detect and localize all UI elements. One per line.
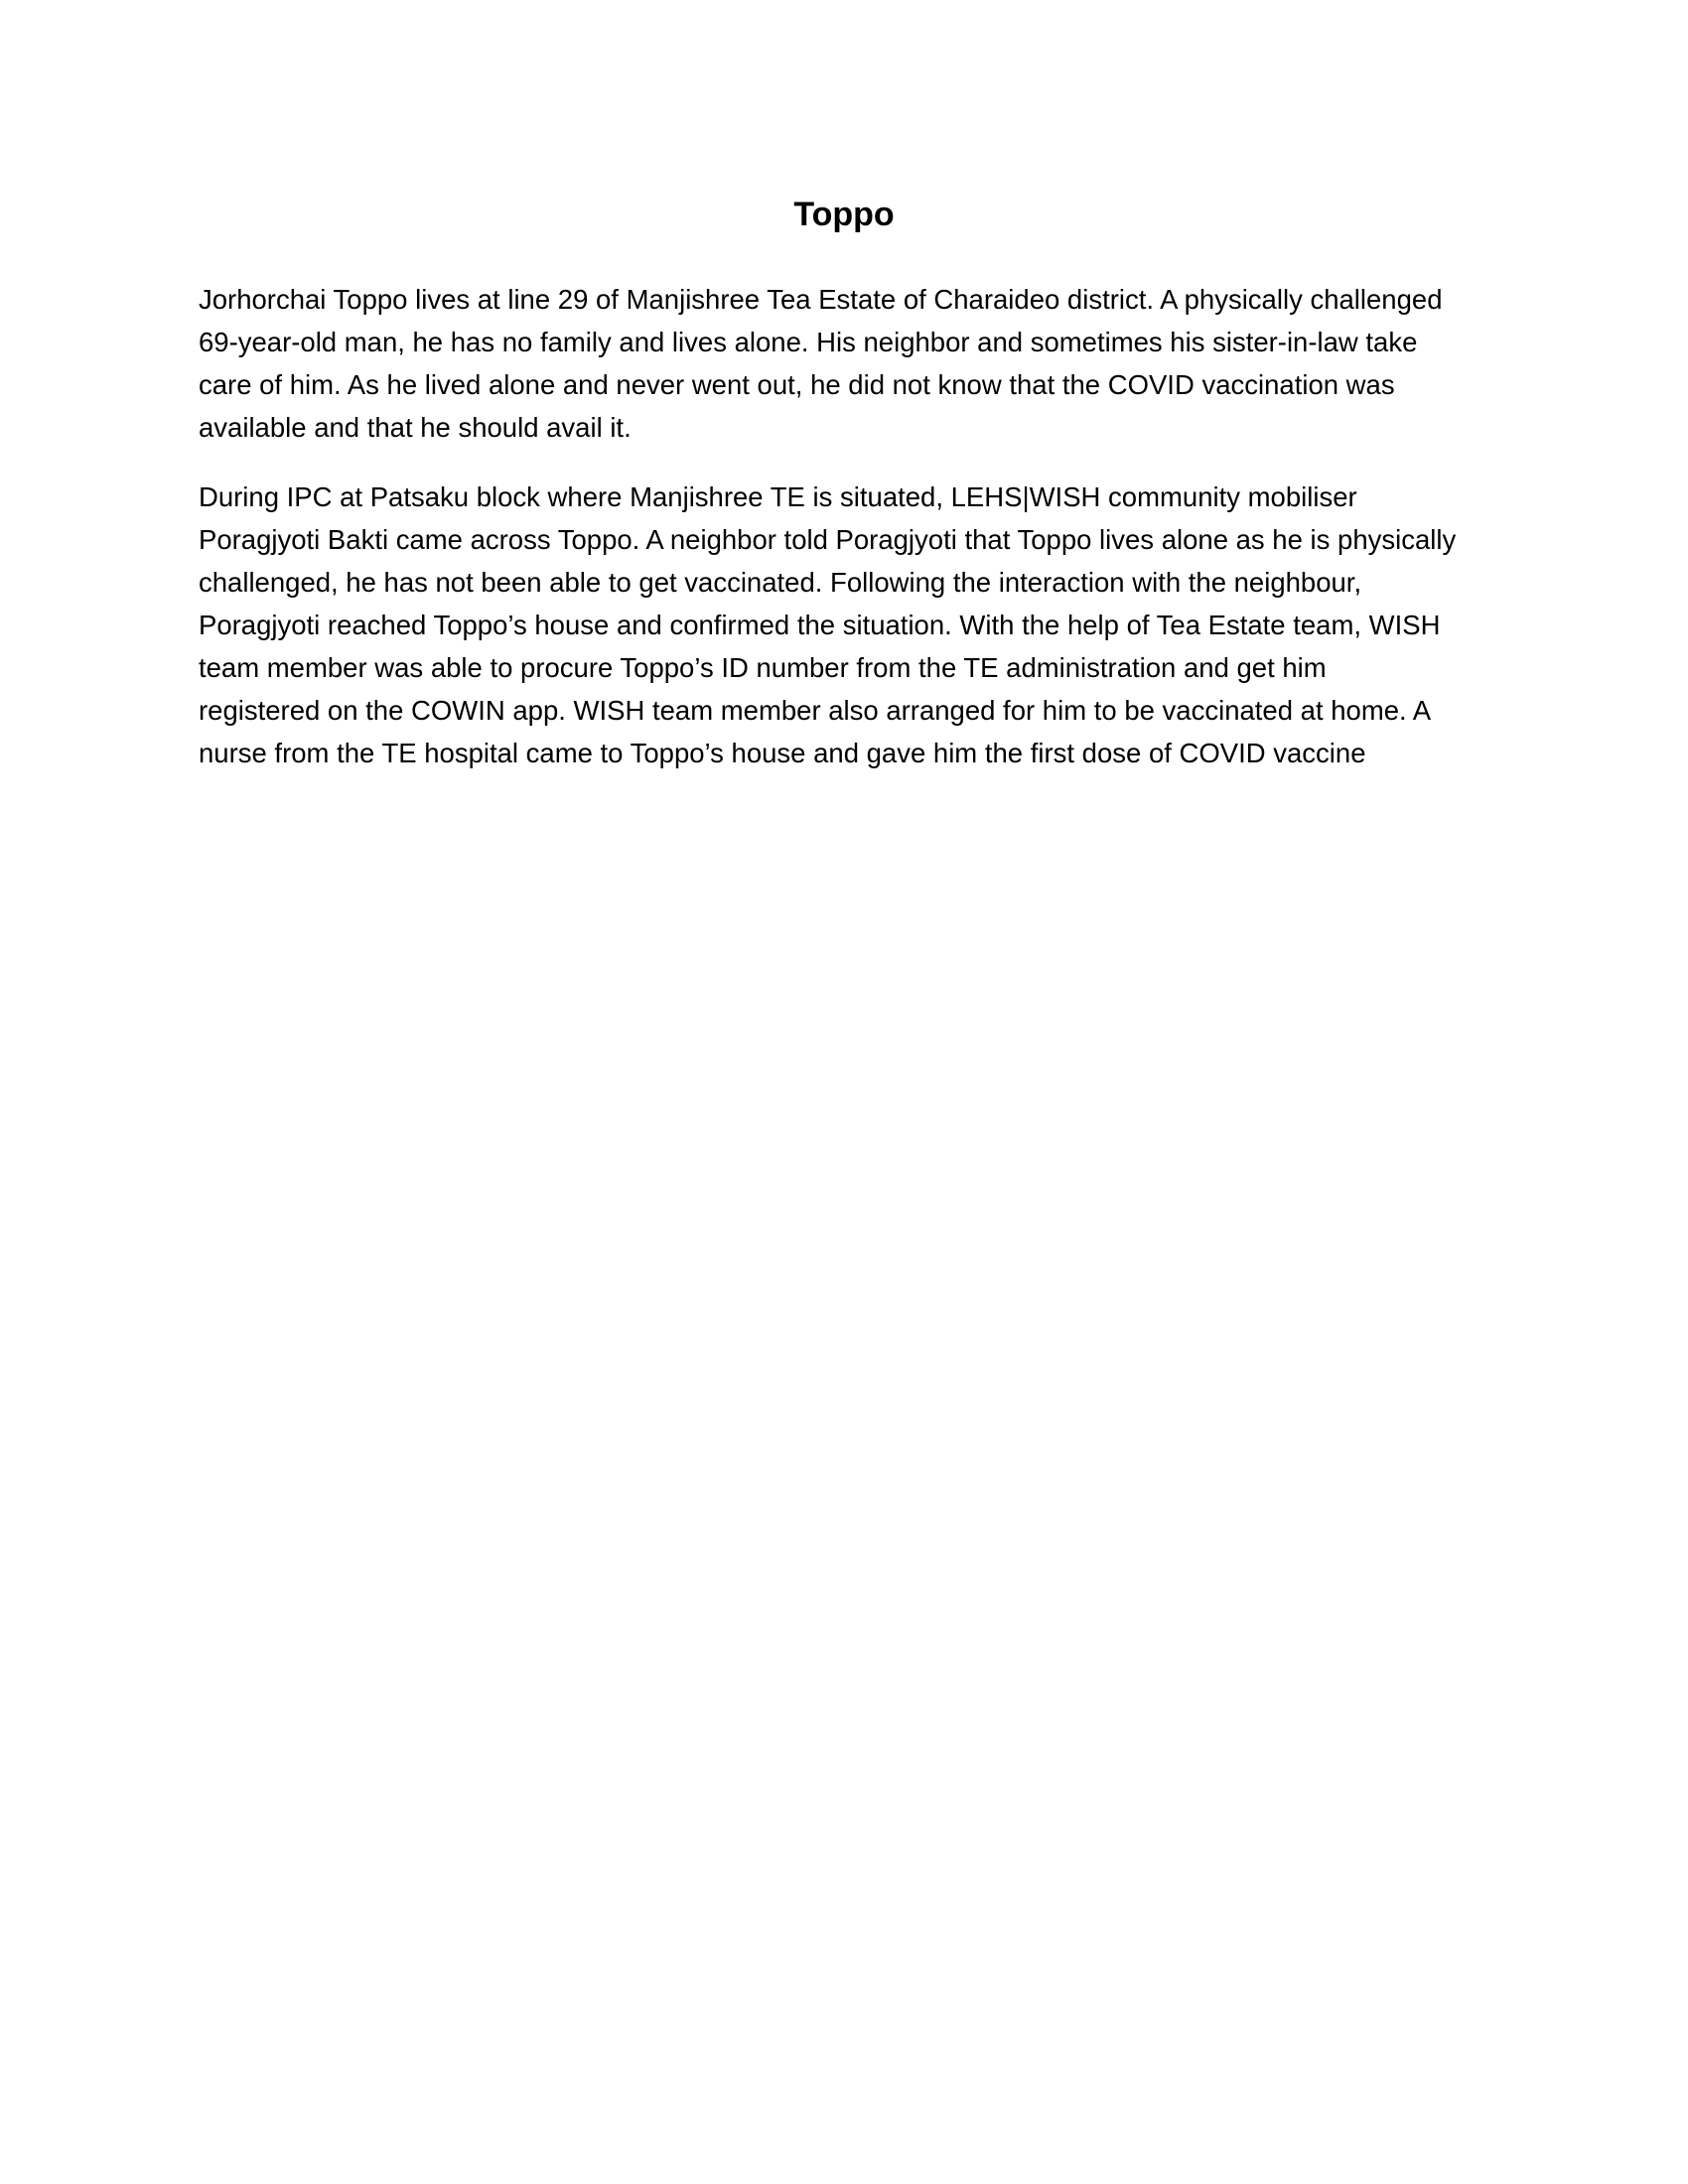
- paragraph-line: care of him. As he lived alone and never went out, he did not know that the COVID vaccination was: [199, 369, 1395, 400]
- paragraph-2: [199, 476, 1489, 774]
- paragraph-line: Poragjyoti reached Toppo’s house and confirmed the situation. With the help of Tea Estate team, WISH: [199, 610, 1441, 640]
- document-title: Toppo: [793, 196, 895, 233]
- paragraph-line: During IPC at Patsaku block where Manjishree TE is situated, LEHS|WISH community mobiliser: [199, 481, 1357, 512]
- paragraph-line: registered on the COWIN app. WISH team member also arranged for him to be vaccinated at home. A: [199, 695, 1432, 726]
- paragraph-line: 69-year-old man, he has no family and lives alone. His neighbor and sometimes his sister-in-law take: [199, 327, 1418, 357]
- paragraph-line: team member was able to procure Toppo’s ID number from the TE administration and get him: [199, 652, 1327, 683]
- paragraph-1: [199, 278, 1489, 449]
- paragraph-line: Jorhorchai Toppo lives at line 29 of Manjishree Tea Estate of Charaideo district. A physically challenged: [199, 284, 1443, 315]
- paragraph-line: Poragjyoti Bakti came across Toppo. A neighbor told Poragjyoti that Toppo lives alone as he is physically: [199, 524, 1457, 555]
- paragraph-line: challenged, he has not been able to get vaccinated. Following the interaction with the neighbour,: [199, 567, 1362, 598]
- paragraph-line: nurse from the TE hospital came to Toppo’s house and gave him the first dose of COVID vaccine: [199, 738, 1366, 768]
- paragraph-line: available and that he should avail it.: [199, 412, 632, 443]
